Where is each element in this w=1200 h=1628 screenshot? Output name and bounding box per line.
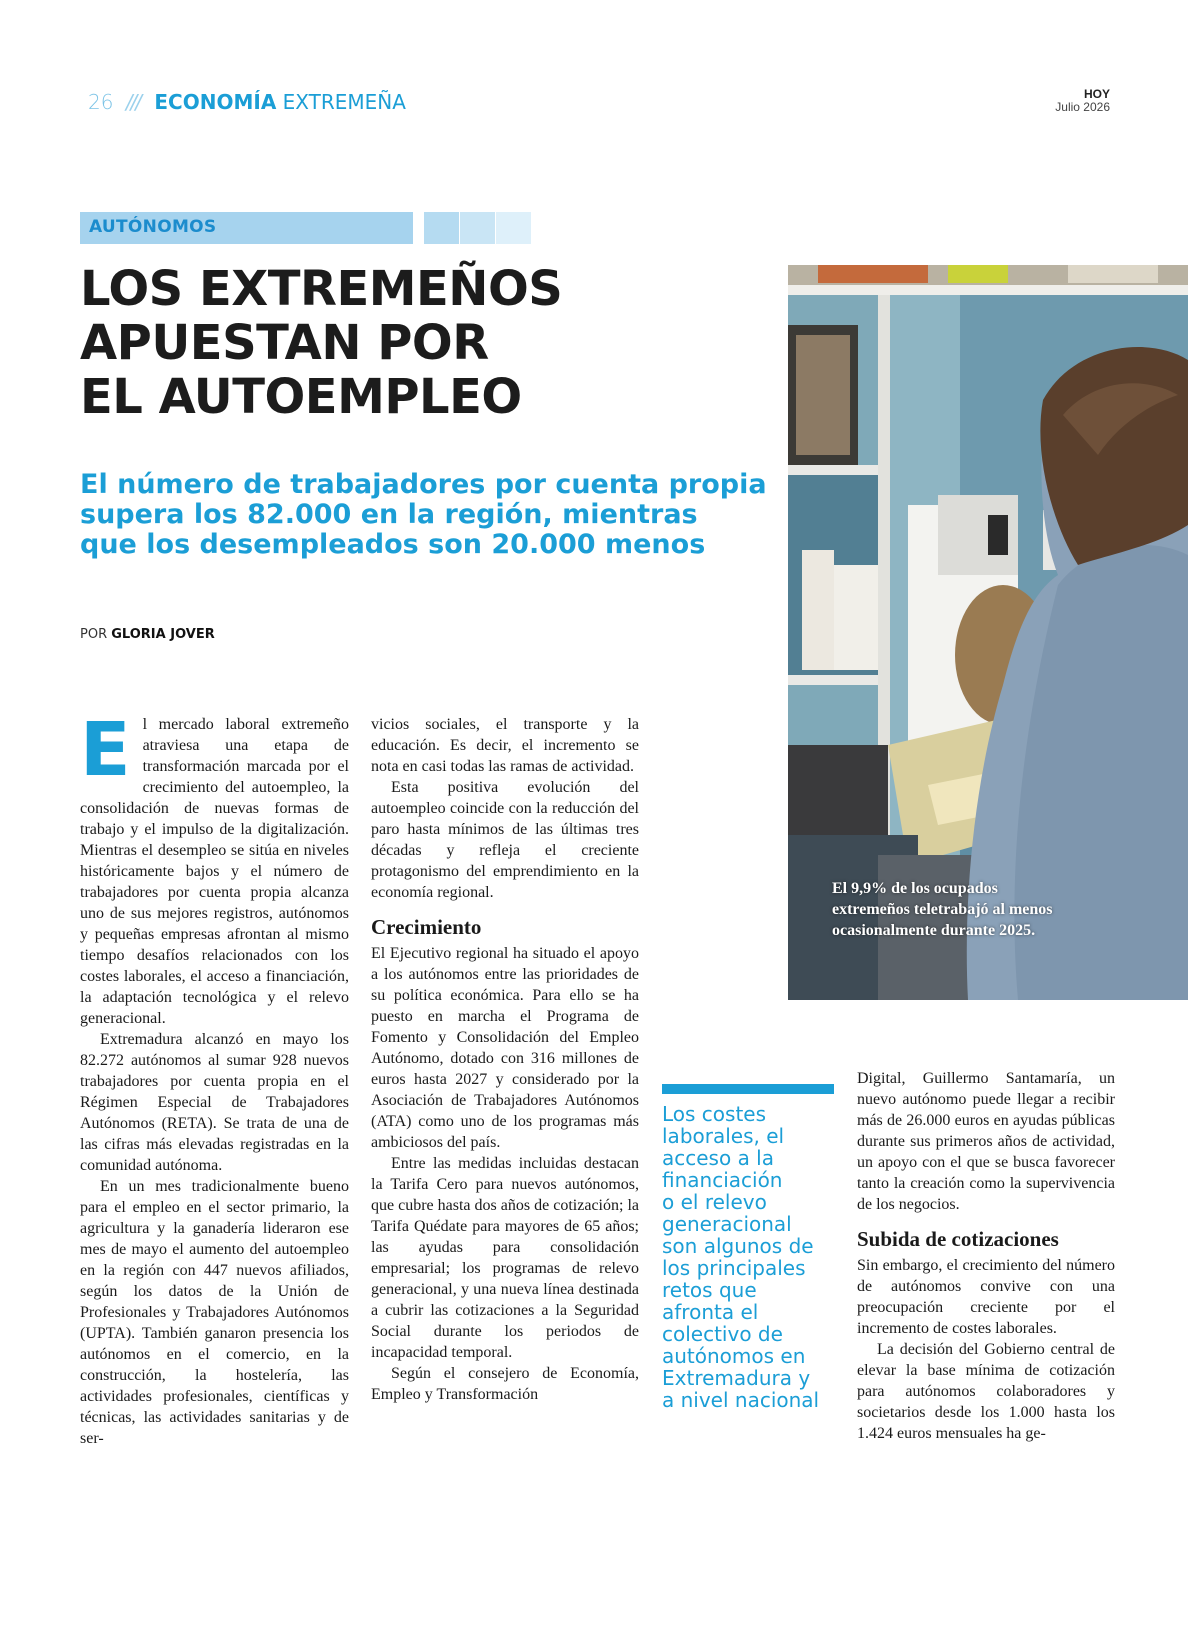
kicker-decoration bbox=[496, 212, 531, 244]
photo-caption: El 9,9% de los ocupados extremeños teletrabajó al menos ocasionalmente durante 2025. bbox=[832, 880, 1053, 939]
kicker-label: AUTÓNOMOS bbox=[89, 217, 217, 237]
article-photo bbox=[788, 265, 1188, 1000]
paragraph: Entre las medidas incluidas destacan la Tarifa Cero para nuevos autónomos, que cubre hasta dos años de cotización; la Tarifa Quédate para mayores de 65 años; las ayudas para consolidación empresarial; los programas de relevo generacional, y una nueva línea destinada a cubrir las cotizaciones a la Seguridad Social durante los periodos de incapacidad temporal. bbox=[371, 1155, 639, 1361]
page-folio bbox=[88, 90, 406, 114]
newspaper-name: HOY bbox=[1083, 87, 1110, 101]
drop-cap: E bbox=[80, 707, 131, 793]
deck-line: supera los 82.000 en la región, mientras bbox=[80, 499, 698, 530]
pullquote-line: o el relevo bbox=[662, 1190, 767, 1214]
deck-line: El número de trabajadores por cuenta propia bbox=[80, 469, 767, 500]
paragraph: l mercado laboral extremeño atraviesa una etapa de transformación marcada por el crecimiento del autoempleo, la consolidación de nuevas formas de trabajo y el impulso de la digitalización. Mientras el desempleo se sitúa en niveles históricamente bajos y el número de trabajadores por cuenta propia alcanza uno de sus mejores registros, autónomos y pequeñas empresas afrontan al mismo tiempo desafíos relacionados con los costes laborales, el acceso a financiación, la adaptación tecnológica y el relevo generacional. bbox=[80, 716, 349, 1027]
byline bbox=[80, 627, 215, 642]
paragraph: Sin embargo, el crecimiento del número de autónomos convive con una preocupación creciente por el incremento de costes laborales. bbox=[857, 1257, 1115, 1337]
kicker-decoration bbox=[424, 212, 459, 244]
subheading: Crecimiento bbox=[371, 915, 482, 939]
section-subname: EXTREMEÑA bbox=[282, 90, 406, 114]
paragraph: En un mes tradicionalmente bueno para el empleo en el sector primario, la agricultura y la ganadería lideraron ese mes de mayo el aumento del autoempleo en la región con 447 nuevos afiliados, según los datos de la Unión de Profesionales y Trabajadores Autónomos (UPTA). También ganaron presencia los autónomos en el comercio, en la construcción, la hostelería, las actividades profesionales, científicas y técnicas, las actividades sanitarias y de ser- bbox=[80, 1178, 349, 1447]
kicker-decoration bbox=[460, 212, 495, 244]
headline bbox=[80, 262, 720, 424]
paragraph: Según el consejero de Economía, Empleo y Transformación bbox=[371, 1365, 639, 1403]
pullquote-line: autónomos en bbox=[662, 1344, 806, 1368]
byline-prefix: POR bbox=[80, 627, 108, 642]
article-column-1 bbox=[80, 707, 349, 1449]
paragraph: La decisión del Gobierno central de elevar la base mínima de cotización para autónomos colaboradores y societarios desde los 1.000 hasta los 1.424 euros mensuales ha ge- bbox=[857, 1341, 1115, 1442]
deck-subtitle bbox=[80, 470, 780, 560]
pullquote-line: acceso a la bbox=[662, 1146, 774, 1170]
section-name: ECONOMÍA bbox=[154, 90, 277, 114]
pull-quote bbox=[662, 1103, 840, 1411]
pullquote-line: son algunos de bbox=[662, 1234, 814, 1258]
headline-line: EL AUTOEMPLEO bbox=[80, 369, 522, 425]
author-name: GLORIA JOVER bbox=[111, 627, 215, 642]
paragraph: Digital, Guillermo Santamaría, un nuevo autónomo puede llegar a recibir más de 26.000 euros en ayudas públicas durante sus primeros años de actividad, un apoyo con el que se busca favorecer tanto la creación como la supervivencia de los negocios. bbox=[857, 1070, 1115, 1213]
paragraph: Extremadura alcanzó en mayo los 82.272 autónomos al sumar 928 nuevos trabajadores por cuenta propia en el Régimen Especial de Trabajadores Autónomos (RETA). Se trata de una de las cifras más elevadas registradas en la comunidad autónoma. bbox=[80, 1031, 349, 1174]
headline-line: APUESTAN POR bbox=[80, 315, 489, 371]
pullquote-rule bbox=[662, 1084, 834, 1094]
pullquote-line: laborales, el bbox=[662, 1124, 785, 1148]
pullquote-line: Los costes bbox=[662, 1102, 767, 1126]
page-number: 26 bbox=[88, 90, 114, 114]
paragraph: vicios sociales, el transporte y la educación. Es decir, el incremento se nota en casi todas las ramas de actividad. bbox=[371, 716, 639, 775]
pullquote-line: afronta el bbox=[662, 1300, 759, 1324]
pullquote-line: retos que bbox=[662, 1278, 757, 1302]
folio-separator: /// bbox=[125, 90, 141, 114]
pullquote-line: los principales bbox=[662, 1256, 806, 1280]
pullquote-line: a nivel nacional bbox=[662, 1388, 820, 1412]
paragraph: Esta positiva evolución del autoempleo coincide con la reducción del paro hasta mínimos de las últimas tres décadas y refleja el creciente protagonismo del emprendimiento en la economía regional. bbox=[371, 779, 639, 901]
article-column-2 bbox=[371, 714, 639, 1405]
issue-date: Julio 2026 bbox=[1055, 100, 1110, 114]
kicker-bar bbox=[80, 212, 413, 244]
paragraph: El Ejecutivo regional ha situado el apoyo a los autónomos entre las prioridades de su política económica. Para ello se ha puesto en marcha el Programa de Fomento y Consolidación del Empleo Autónomo, dotado con 316 millones de euros hasta 2027 y considerado por la Asociación de Trabajadores Autónomos (ATA) como uno de los programas más ambiciosos del país. bbox=[371, 945, 639, 1151]
article-column-4 bbox=[857, 1068, 1115, 1444]
headline-line: LOS EXTREMEÑOS bbox=[80, 261, 563, 317]
pullquote-line: generacional bbox=[662, 1212, 792, 1236]
pullquote-line: Extremadura y bbox=[662, 1366, 811, 1390]
subheading: Subida de cotizaciones bbox=[857, 1227, 1059, 1251]
pullquote-line: colectivo de bbox=[662, 1322, 783, 1346]
pullquote-line: financiación bbox=[662, 1168, 783, 1192]
deck-line: que los desempleados son 20.000 menos bbox=[80, 529, 706, 560]
masthead bbox=[1055, 88, 1110, 114]
